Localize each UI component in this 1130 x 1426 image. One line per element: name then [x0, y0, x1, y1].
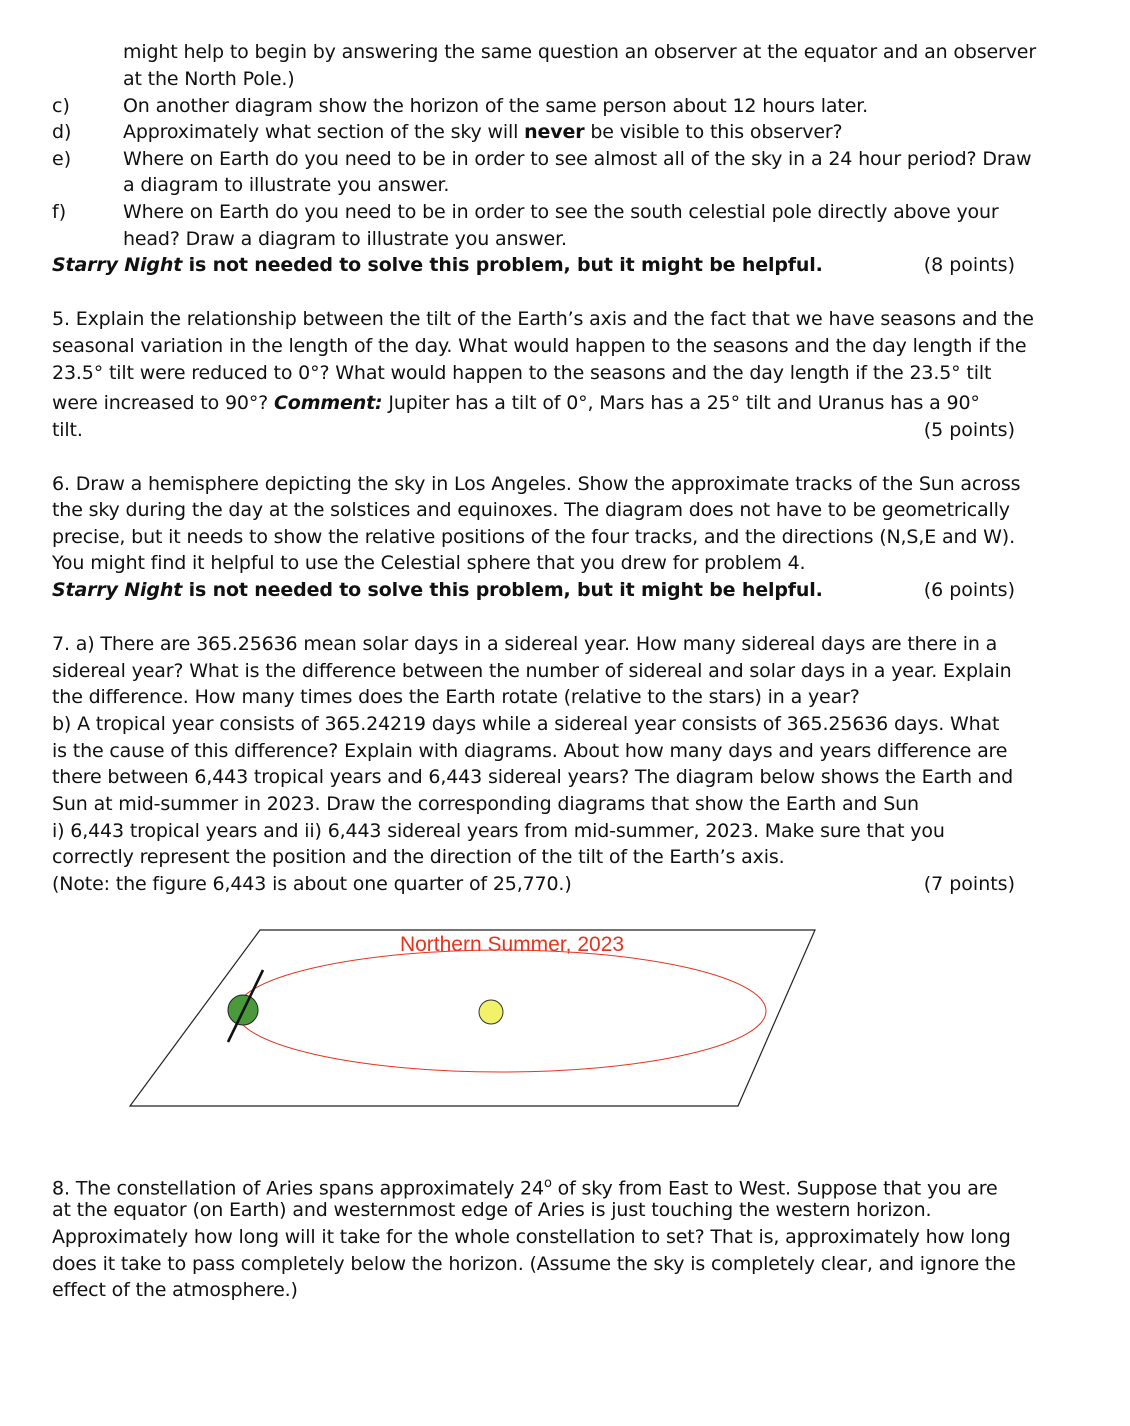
- q7-line: there between 6,443 tropical years and 6,443 sidereal years? The diagram below shows the Earth and: [52, 766, 1014, 788]
- q4-note-rest: is not needed to solve this problem, but it might be helpful.: [182, 254, 823, 276]
- q4-f-label: f): [52, 201, 67, 223]
- q5-line: 5. Explain the relationship between the tilt of the Earth’s axis and the fact that we have seasons and the: [52, 308, 1034, 330]
- q5-line4-pre: were increased to 90°?: [52, 392, 274, 414]
- q8-line: effect of the atmosphere.): [52, 1279, 298, 1301]
- q4-points: (8 points): [923, 254, 1015, 276]
- q4-f-line: Where on Earth do you need to be in order to see the south celestial pole directly above your: [123, 201, 999, 223]
- q7-line: i) 6,443 tropical years and ii) 6,443 sidereal years from mid-summer, 2023. Make sure that you: [52, 820, 945, 842]
- q5-line: seasonal variation in the length of the day. What would happen to the seasons and the day length if the: [52, 335, 1027, 357]
- q7-points: (7 points): [923, 873, 1015, 895]
- q8-line: [52, 1172, 998, 1200]
- q4-e-line: Where on Earth do you need to be in order to see almost all of the sky in a 24 hour period? Draw: [123, 148, 1032, 170]
- q8-line: does it take to pass completely below the horizon. (Assume the sky is completely clear, and ignore the: [52, 1253, 1016, 1275]
- q7-line: correctly represent the position and the direction of the tilt of the Earth’s axis.: [52, 846, 785, 868]
- q8-line: Approximately how long will it take for the whole constellation to set? That is, approximately how long: [52, 1226, 1011, 1248]
- q7-line: Sun at mid-summer in 2023. Draw the corresponding diagrams that show the Earth and Sun: [52, 793, 919, 815]
- q5-points: (5 points): [923, 419, 1015, 441]
- q7-line: (Note: the figure 6,443 is about one quarter of 25,770.): [52, 873, 572, 895]
- q5-line4-post: Jupiter has a tilt of 0°, Mars has a 25° tilt and Uranus has a 90°: [382, 392, 980, 414]
- q4-e-label: e): [52, 148, 72, 170]
- q6-starry-night-name: Starry Night: [52, 579, 183, 601]
- q4-b-tail-line: might help to begin by answering the same question an observer at the equator and an observer: [123, 41, 1036, 63]
- q4-d-emphasis: never: [524, 121, 585, 143]
- q5-line: 23.5° tilt were reduced to 0°? What would happen to the seasons and the day length if the 23.5° tilt: [52, 362, 992, 384]
- q6-line: precise, but it needs to show the relative positions of the four tracks, and the directions (N,S,E and W).: [52, 526, 1015, 548]
- q7-line: sidereal year? What is the difference between the number of sidereal and solar days in a year. Explain: [52, 660, 1012, 682]
- q6-line: 6. Draw a hemisphere depicting the sky in Los Angeles. Show the approximate tracks of the Sun across: [52, 473, 1021, 495]
- q7-line: is the cause of this difference? Explain with diagrams. About how many days and years difference are: [52, 740, 1008, 762]
- q4-c-text: On another diagram show the horizon of the same person about 12 hours later.: [123, 95, 869, 117]
- q7-line: b) A tropical year consists of 365.24219 days while a sidereal year consists of 365.25636 days. What: [52, 713, 1000, 735]
- q4-d-pre: Approximately what section of the sky will: [123, 121, 525, 143]
- q8-line1-pre: 8. The constellation of Aries spans approximately 24: [52, 1177, 544, 1200]
- q4-starry-night-name: Starry Night: [52, 254, 183, 276]
- q7-line: the difference. How many times does the Earth rotate (relative to the stars) in a year?: [52, 686, 860, 708]
- q8-line1-post: of sky from East to West. Suppose that you are: [551, 1177, 998, 1200]
- q5-comment-label: Comment:: [274, 392, 383, 414]
- q6-note-rest: is not needed to solve this problem, but it might be helpful.: [182, 579, 823, 601]
- q8-line: at the equator (on Earth) and westernmost edge of Aries is just touching the western horizon.: [52, 1199, 932, 1221]
- q8-degree-symbol: o: [543, 1176, 552, 1191]
- q4-f-line: head? Draw a diagram to illustrate you answer.: [123, 228, 567, 250]
- q6-points: (6 points): [923, 579, 1015, 601]
- figure-caption: Northern Summer, 2023: [399, 933, 625, 956]
- q4-e-line: a diagram to illustrate you answer.: [123, 174, 450, 196]
- sun: [479, 1000, 503, 1024]
- q4-c-label: c): [52, 95, 70, 117]
- q7-line: 7. a) There are 365.25636 mean solar days in a sidereal year. How many sidereal days are there in a: [52, 633, 998, 655]
- q4-d-post: be visible to this observer?: [584, 121, 843, 143]
- q5-line: tilt.: [52, 419, 83, 441]
- q4-b-tail-line: at the North Pole.): [123, 68, 295, 90]
- q6-line: the sky during the day at the solstices and equinoxes. The diagram does not have to be geometrically: [52, 499, 1010, 521]
- q4-d-label: d): [52, 121, 72, 143]
- q6-line: You might find it helpful to use the Celestial sphere that you drew for problem 4.: [52, 552, 806, 574]
